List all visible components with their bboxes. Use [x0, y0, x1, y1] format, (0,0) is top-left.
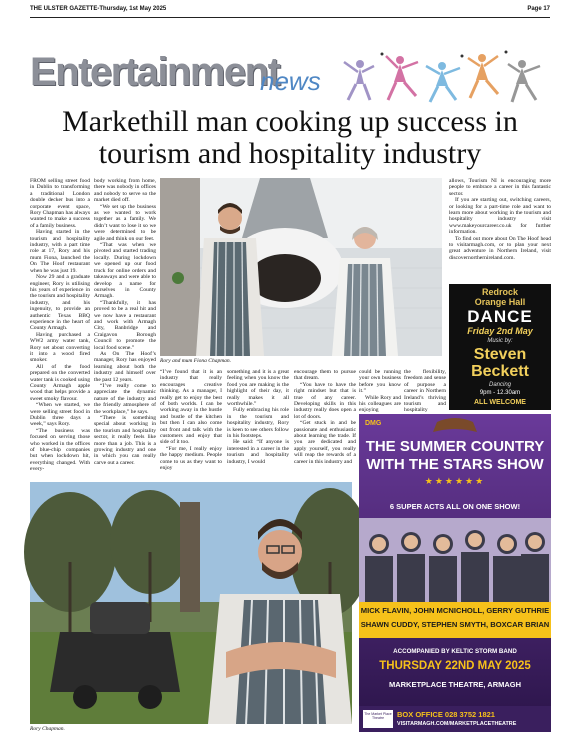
paragraph: “Get stuck in and be passionate and enthusiastic about learning the trade. If you are dedicated and apply yourself, you really will reap the rewards of a career in this industry and — [294, 420, 356, 465]
page-number: Page 17 — [527, 6, 550, 12]
paragraph: While Rory and his colleagues are enjoying — [359, 394, 401, 414]
dancers-illustration — [330, 48, 550, 106]
paragraph: “When we started, we were selling street food in Dublin three days a week,” says Rory. — [30, 402, 90, 428]
ad-country-names-2: SHAWN CUDDY, STEPHEN SMYTH, BOXCAR BRIAN — [360, 620, 550, 629]
paragraph: All of the food prepared on the converted water tank is cooked using County Armagh apple wood that helps provide a sweet smoky flavour. — [30, 363, 90, 402]
paragraph: allows, Tourism NI is encouraging more people to embrace a career in this fantastic sector. — [449, 178, 551, 197]
headline: Markethill man cooking up success in tourism and hospitality industry — [62, 105, 518, 170]
ad-country-acts: 6 SUPER ACTS ALL ON ONE SHOW! — [389, 502, 521, 511]
section-news: news — [260, 66, 321, 96]
ad-country-title-1: THE SUMMER COUNTRY — [365, 438, 545, 455]
paragraph: “That was when we pivoted and started trading locally. During lockdown we opened up our food truck for online orders and takeaways and were able to develop a name for ourselves in County Armagh. — [94, 242, 156, 300]
kitchen-photo-image — [160, 178, 442, 356]
article-column-3 — [160, 369, 222, 479]
paragraph: body working from home, there was nobody in offices and nobody to serve so the market died off. — [94, 178, 156, 204]
paragraph: Having purchased a WW2 army water tank, Rory set about converting it into a wood fired smoker. — [30, 331, 90, 364]
paragraph: “I’ve really come to appreciate the dynamic nature of the industry and the friendly atmosphere of the workplace,” he says. — [94, 383, 156, 415]
advert-summer-country-show — [359, 414, 551, 732]
paragraph: something and it is a great feeling when you know the food you are making is the highlight of their day, it really makes it all worthwhile.” — [227, 369, 289, 408]
ad-dance-performer-2: Beckett — [471, 363, 529, 380]
paragraph: “You have to have the right mindset but that is true of any career. Developing skills in this industry really does open a lot of doors. — [294, 381, 356, 420]
ad-country-title-2: WITH THE STARS SHOW — [366, 456, 544, 473]
advert-redrock-dance — [449, 284, 551, 410]
paragraph: “Thankfully, it has proved to be a real hit and we now have a restaurant and work with Armagh City, Banbridge and Craigavon Borough Council to promote the local food scene.” — [94, 299, 156, 351]
paragraph: As On The Hoof’s manager, Rory has enjoyed learning about both the industry and himself over the past 12 years. — [94, 350, 156, 383]
article-column-5 — [294, 369, 356, 479]
paragraph: the flexibility, freedom and sense of purpose a career in Northern Ireland’s thriving tourism and hospitality — [404, 369, 446, 414]
article-column-4 — [227, 369, 289, 479]
paragraph: “There is something special about working in the tourism and hospitality sector, it really feels like more than a job. This is a growing industry and one in which you can really carve out a career. — [94, 415, 156, 466]
ad-country-stars: ★★★★★★ — [424, 476, 486, 486]
header-rule — [30, 17, 550, 18]
ad-country-venue: MARKETPLACE THEATRE, ARMAGH — [388, 680, 522, 689]
photo-caption-top: Rory and mum Fiona Chapman. — [160, 358, 232, 364]
paragraph: Having started in the tourism and hospitality industry, with a part time role at 17, Rory and his mum Fiona, launched the On The Hoof restaurant when he was just 19. — [30, 229, 90, 274]
garden-photo-image — [30, 482, 352, 724]
ad-dance-venue: Redrock — [481, 287, 518, 297]
section-banner — [30, 48, 550, 106]
photo-rory — [30, 482, 352, 724]
paragraph: could be running your own business before you know it.” — [359, 369, 401, 395]
paragraph: Now 29 and a graduate engineer, Rory is utilising his years of experience in the tourism and hospitality industry, and his ingenuity, to provide an authentic Texas BBQ experience in the heart of County Armagh. — [30, 274, 90, 332]
ad-dance-performer-1: Steven — [473, 346, 527, 363]
paragraph: FROM selling street food in Dublin to transforming a traditional London double decker bus into a corporate event space, Rory Chapman has always wanted to make a success of a family business. — [30, 178, 90, 229]
ad-country-logo: DMG — [365, 420, 382, 427]
ad-dance-title: DANCE — [467, 307, 533, 326]
ad-dance-music-label: Music by: — [487, 338, 513, 344]
paragraph: Fully embracing his role in the tourism and hospitality industry, Rory is keen to see others follow in his footsteps. — [227, 407, 289, 440]
ad-country-date: THURSDAY 22ND MAY 2025 — [379, 660, 531, 672]
ad-dance-welcome: ALL WELCOME — [474, 399, 526, 406]
ad-dance-date: Friday 2nd May — [467, 326, 533, 336]
paragraph: “The business was focused on serving those who worked in the offices of blue-chip companies but when lockdown hit, everything changed. With every- — [30, 427, 90, 473]
ad-country-band: ACCOMPANIED BY KELTIC STORM BAND — [393, 648, 517, 655]
article-column-7 — [404, 369, 446, 413]
paragraph: “For me, I really enjoy the happy medium. People come to us as they want to enjoy — [160, 445, 222, 472]
paragraph: “We set up the business as we wanted to work together as a family. We didn’t want to lose it so we were determined to be agile and think on our feet. — [94, 203, 156, 242]
paper-dateline: THE ULSTER GAZETTE-Thursday, 1st May 2025 — [30, 6, 167, 12]
ad-country-url: VISITARMAGH.COM/MARKETPLACETHEATRE — [397, 721, 517, 727]
ad-country-box-office: BOX OFFICE 028 3752 1821 — [397, 710, 495, 719]
article-column-1 — [30, 178, 90, 475]
photo-rory-and-fiona — [160, 178, 442, 356]
paragraph: encourage them to pursue that dream. — [294, 369, 356, 382]
photo-caption-bottom: Rory Chapman. — [30, 726, 65, 732]
ad-country-venue-logo: The Market Place Theatre — [364, 712, 392, 720]
paragraph: He said: “If anyone is interested in a career in the tourism and hospitality industry, I would — [227, 439, 289, 465]
paragraph: If you are starting out, switching careers, or looking for a part-time role and want to learn more about working in the tourism and hospitality industry visit www.makeyourcareer.co.uk for further information. — [449, 197, 551, 236]
ad-dance-label: Dancing — [488, 382, 511, 388]
article-column-8 — [449, 178, 551, 281]
ad-dance-time: 9pm - 12.30am — [479, 390, 521, 396]
article-column-2 — [94, 178, 156, 475]
paragraph: “I’ve found that it is an industry that really encourages creative thinking. As a manager, I really get to enjoy the best of both worlds. I can be working away in the hustle and bustle of the kitchen but then I can also come out front and talk with the customers and enjoy that side of it too. — [160, 369, 222, 446]
section-title: Entertainment — [30, 50, 280, 94]
paragraph: To find out more about On The Hoof head to visitarmagh.com, or to plan your next great adventure in Northern Ireland, visit discovernorthernireland.com. — [449, 235, 551, 261]
ad-dance-venue-2: Orange Hall — [474, 297, 526, 307]
page-header — [30, 6, 550, 16]
ad-country-names-1: MICK FLAVIN, JOHN MCNICHOLL, GERRY GUTHRIE — [360, 606, 550, 615]
article-column-6 — [359, 369, 401, 413]
